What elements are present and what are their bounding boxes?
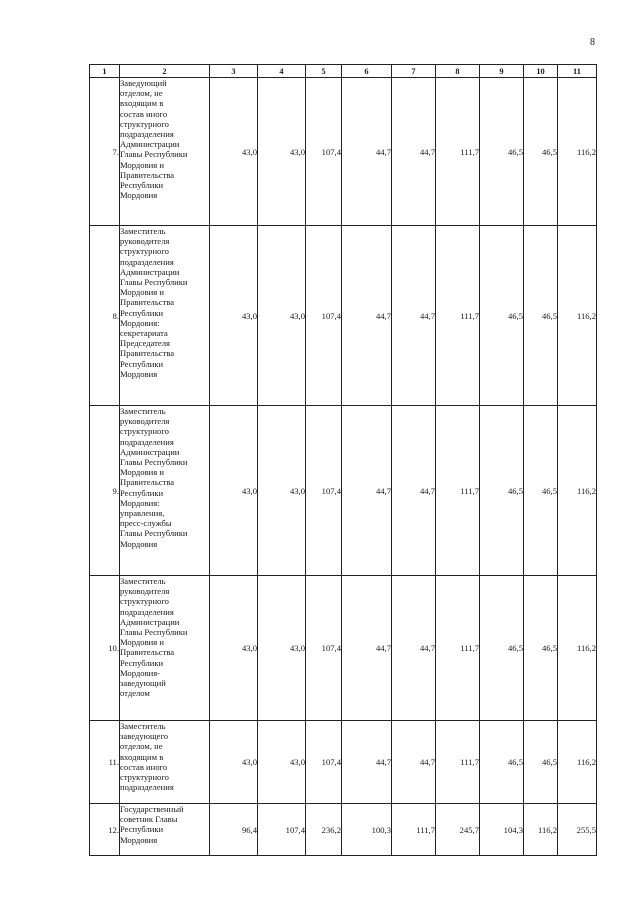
column-header-9: 9 [480,65,524,78]
value-cell-col-7: 44,7 [392,406,436,576]
position-title-line: Республики [120,487,164,498]
column-header-4: 4 [258,65,306,78]
value-cell-col-5: 107,4 [306,576,342,721]
table-row [90,78,597,226]
value-cell-col-7: 44,7 [392,78,436,226]
row-number: 9. [90,406,120,576]
page-number: 8 [590,37,595,48]
position-title [120,721,210,804]
table-row [90,406,597,576]
value-cell-col-11: 116,2 [558,226,597,406]
position-title-line: структурного [120,426,169,437]
position-title-line: руководителя [120,416,170,427]
value-cell-col-6: 44,7 [342,78,392,226]
value-cell-col-4: 43,0 [258,721,306,804]
value-cell-col-11: 116,2 [558,78,597,226]
position-title-line: Администрации [120,446,180,457]
value-cell-col-5: 107,4 [306,721,342,804]
position-title-line: Администрации [120,266,180,277]
value-cell-col-5: 107,4 [306,406,342,576]
position-title-line: Мордовия [120,368,158,379]
value-cell-col-11: 116,2 [558,576,597,721]
row-number: 7. [90,78,120,226]
position-title-line: заведующий [120,678,166,689]
value-cell-col-11: 116,2 [558,406,597,576]
column-header-11: 11 [558,65,597,78]
column-header-8: 8 [436,65,480,78]
row-number: 12. [90,804,120,856]
value-cell-col-10: 116,2 [524,804,558,856]
column-header-3: 3 [210,65,258,78]
column-header-2: 2 [120,65,210,78]
position-title-line: подразделения [120,256,174,267]
value-cell-col-6: 44,7 [342,721,392,804]
table-row [90,226,597,406]
row-number: 11. [90,721,120,804]
position-title-line: Председателя [120,338,170,349]
value-cell-col-4: 43,0 [258,78,306,226]
value-cell-col-9: 46,5 [480,226,524,406]
position-title-line: Правительства [120,348,175,359]
value-cell-col-6: 100,3 [342,804,392,856]
position-title-line: подразделения [120,782,174,793]
position-title-line: структурного [120,246,169,257]
position-title-line: отделом, не [120,88,163,99]
position-title-line: Республики [120,657,164,668]
table-body [90,78,597,856]
position-title-line: отделом, не [120,741,163,752]
value-cell-col-8: 245,7 [436,804,480,856]
value-cell-col-7: 44,7 [392,576,436,721]
position-title-line: структурного [120,772,169,783]
position-title-line: секретариата [120,328,168,339]
position-title-line: Республики [120,824,164,835]
row-number: 8. [90,226,120,406]
position-title [120,226,210,406]
position-title-line: Мордовия: [120,497,160,508]
value-cell-col-10: 46,5 [524,226,558,406]
position-title-line: подразделения [120,129,174,140]
position-title-line: Мордовия: [120,317,160,328]
value-cell-col-11: 116,2 [558,721,597,804]
position-title-line: Правительства [120,169,175,180]
position-title [120,576,210,721]
value-cell-col-4: 43,0 [258,226,306,406]
position-title-line: пресс-службы [120,518,172,529]
position-title-line: Главы Республики [120,627,188,638]
position-title-line: Мордовия и [120,637,164,648]
position-title-line: Главы Республики [120,149,188,160]
value-cell-col-3: 43,0 [210,406,258,576]
value-cell-col-6: 44,7 [342,406,392,576]
position-title [120,78,210,226]
value-cell-col-4: 43,0 [258,406,306,576]
value-cell-col-8: 111,7 [436,406,480,576]
value-cell-col-5: 107,4 [306,78,342,226]
column-header-5: 5 [306,65,342,78]
table-header-row [90,65,597,78]
position-title-line: входящим в [120,751,164,762]
value-cell-col-8: 111,7 [436,721,480,804]
value-cell-col-7: 44,7 [392,226,436,406]
position-title-line: Республики [120,180,164,191]
position-title-line: Мордовия и [120,467,164,478]
value-cell-col-7: 44,7 [392,721,436,804]
value-cell-col-10: 46,5 [524,721,558,804]
value-cell-col-11: 255,5 [558,804,597,856]
table-row [90,721,597,804]
value-cell-col-5: 107,4 [306,226,342,406]
value-cell-col-3: 43,0 [210,576,258,721]
value-cell-col-10: 46,5 [524,78,558,226]
value-cell-col-9: 46,5 [480,406,524,576]
position-title-line: Заведующий [120,78,167,88]
value-cell-col-10: 46,5 [524,406,558,576]
position-title-line: Главы Республики [120,457,188,468]
position-title-line: Мордовия- [120,667,161,678]
position-title [120,406,210,576]
salary-table [89,64,597,856]
value-cell-col-4: 107,4 [258,804,306,856]
position-title-line: Заместитель [120,721,166,731]
value-cell-col-3: 43,0 [210,78,258,226]
position-title-line: состав иного [120,761,168,772]
position-title-line: Мордовия [120,834,158,845]
column-header-10: 10 [524,65,558,78]
position-title-line: Мордовия [120,190,158,201]
position-title-line: Заместитель [120,406,166,416]
position-title-line: Заместитель [120,576,166,586]
position-title-line: Администрации [120,139,180,150]
column-header-1: 1 [90,65,120,78]
position-title-line: состав иного [120,108,168,119]
value-cell-col-10: 46,5 [524,576,558,721]
position-title-line: заведующего [120,731,169,742]
position-title-line: Мордовия [120,538,158,549]
position-title-line: входящим в [120,98,164,109]
position-title-line: структурного [120,118,169,129]
value-cell-col-8: 111,7 [436,576,480,721]
position-title-line: Мордовия и [120,159,164,170]
value-cell-col-8: 111,7 [436,78,480,226]
table-row [90,576,597,721]
position-title-line: Заместитель [120,226,166,236]
position-title-line: структурного [120,596,169,607]
position-title-line: подразделения [120,436,174,447]
column-header-7: 7 [392,65,436,78]
row-number: 10. [90,576,120,721]
position-title-line: Мордовия и [120,287,164,298]
position-title-line: руководителя [120,236,170,247]
value-cell-col-9: 46,5 [480,576,524,721]
position-title-line: Республики [120,307,164,318]
value-cell-col-6: 44,7 [342,576,392,721]
value-cell-col-6: 44,7 [342,226,392,406]
value-cell-col-3: 96,4 [210,804,258,856]
position-title-line: советник Главы [120,814,178,825]
position-title-line: отделом [120,688,150,699]
position-title-line: Правительства [120,297,175,308]
value-cell-col-9: 46,5 [480,78,524,226]
value-cell-col-3: 43,0 [210,226,258,406]
position-title-line: Республики [120,358,164,369]
position-title-line: подразделения [120,606,174,617]
value-cell-col-9: 104,3 [480,804,524,856]
value-cell-col-7: 111,7 [392,804,436,856]
value-cell-col-8: 111,7 [436,226,480,406]
value-cell-col-9: 46,5 [480,721,524,804]
position-title-line: Правительства [120,647,175,658]
position-title-line: Главы Республики [120,528,188,539]
value-cell-col-5: 236,2 [306,804,342,856]
position-title-line: Государственный [120,804,184,814]
position-title-line: Правительства [120,477,175,488]
column-header-6: 6 [342,65,392,78]
position-title [120,804,210,856]
position-title-line: Главы Республики [120,277,188,288]
position-title-line: управления, [120,508,165,519]
table-row [90,804,597,856]
value-cell-col-3: 43,0 [210,721,258,804]
value-cell-col-4: 43,0 [258,576,306,721]
position-title-line: Администрации [120,616,180,627]
position-title-line: руководителя [120,586,170,597]
